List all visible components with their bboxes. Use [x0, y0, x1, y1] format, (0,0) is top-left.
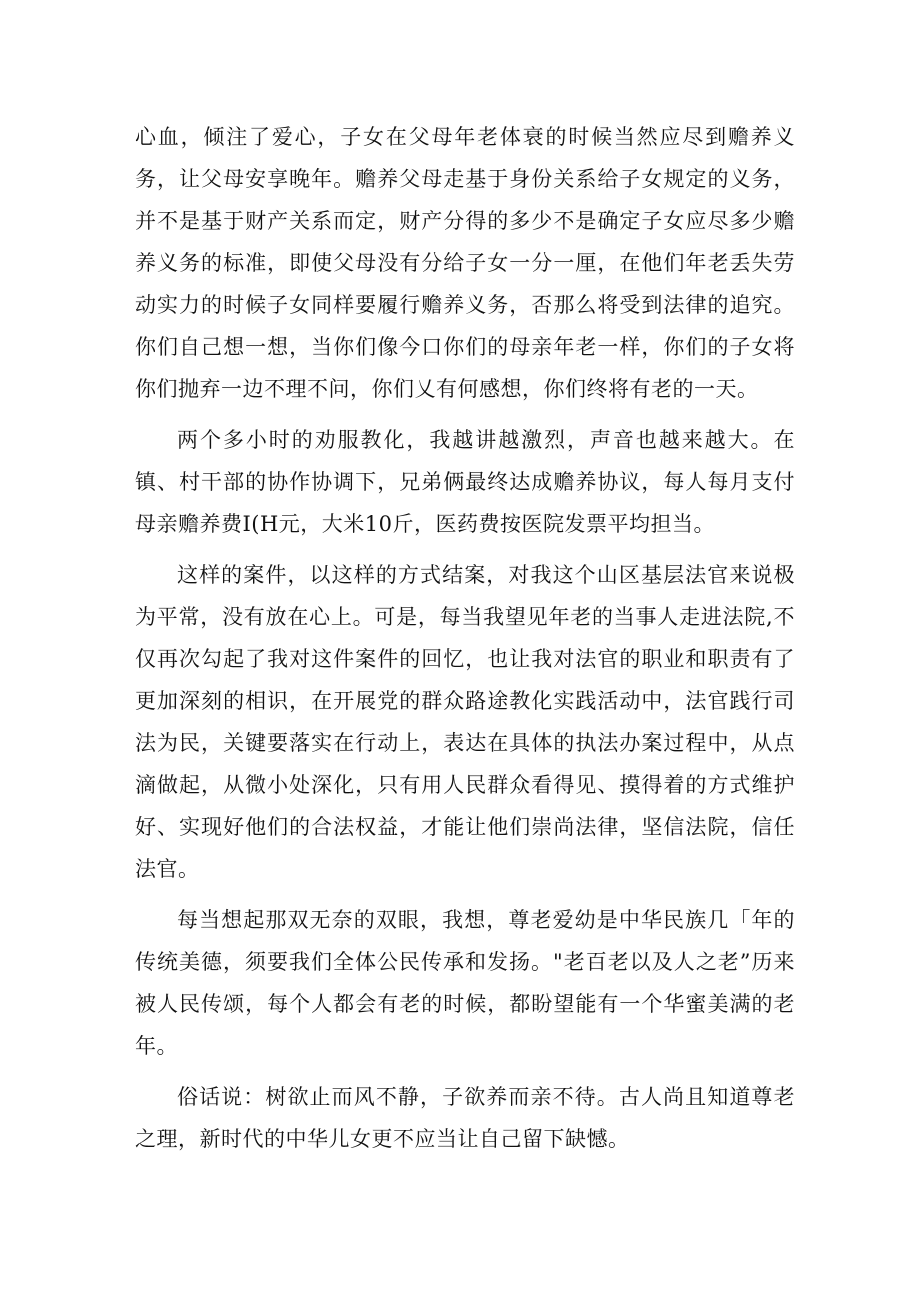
document-body	[135, 116, 795, 1169]
paragraph-1: 心血，倾注了爱心，子女在父母年老体衰的时候当然应尽到赡养义务，让父母安享晚年。赡养父母走基于身份关系给子女规定的义务，并不是基于财产关系而定，财产分得的多少不是确定子女应尽多少赡养义务的标准，即使父母没有分给子女一分一厘，在他们年老丢失劳动实力的时候子女同样要履行赡养义务，否那么将受到法律的追究。你们自己想一想，当你们像今口你们的母亲年老一样，你们的子女将你们抛弃一边不理不问，你们乂有何感想，你们终将有老的一天。	[135, 125, 795, 401]
paragraph-3: 这样的案件，以这样的方式结案，对我这个山区基层法官来说极为平常，没有放在心上。可是，每当我望见年老的当事人走进法院,不仅再次勾起了我对这件案件的回忆，也让我对法官的职业和职责有了更加深刻的相识，在开展党的群众路途教化实践活动中，法官践行司法为民，关键要落实在行动上，表达在具体的执法办案过程中，从点滴做起，从微小处深化，只有用人民群众看得见、摸得着的方式维护好、实现好他们的合法权益，才能让他们崇尚法律，坚信法院，信任法官。	[135, 563, 795, 881]
paragraph-4: 每当想起那双无奈的双眼，我想，尊老爱幼是中华民族几「年的传统美德，须要我们全体公民传承和发扬。"老百老以及人之老”历来被人民传颂，每个人都会有老的时候，都盼望能有一个华蜜美满的老年。	[135, 908, 795, 1058]
paragraph-2: 两个多小时的劝服教化，我越讲越激烈，声音也越来越大。在镇、村干部的协作协调下，兄弟俩最终达成赡养协议，每人每月支付母亲赡养费I(H元，大米10斤，医药费按医院发票平均担当。	[135, 428, 795, 536]
paragraph-5: 俗话说：树欲止而风不静，子欲养而亲不待。古人尚且知道尊老之理，新时代的中华儿女更不应当让自己留下缺憾。	[135, 1085, 795, 1151]
